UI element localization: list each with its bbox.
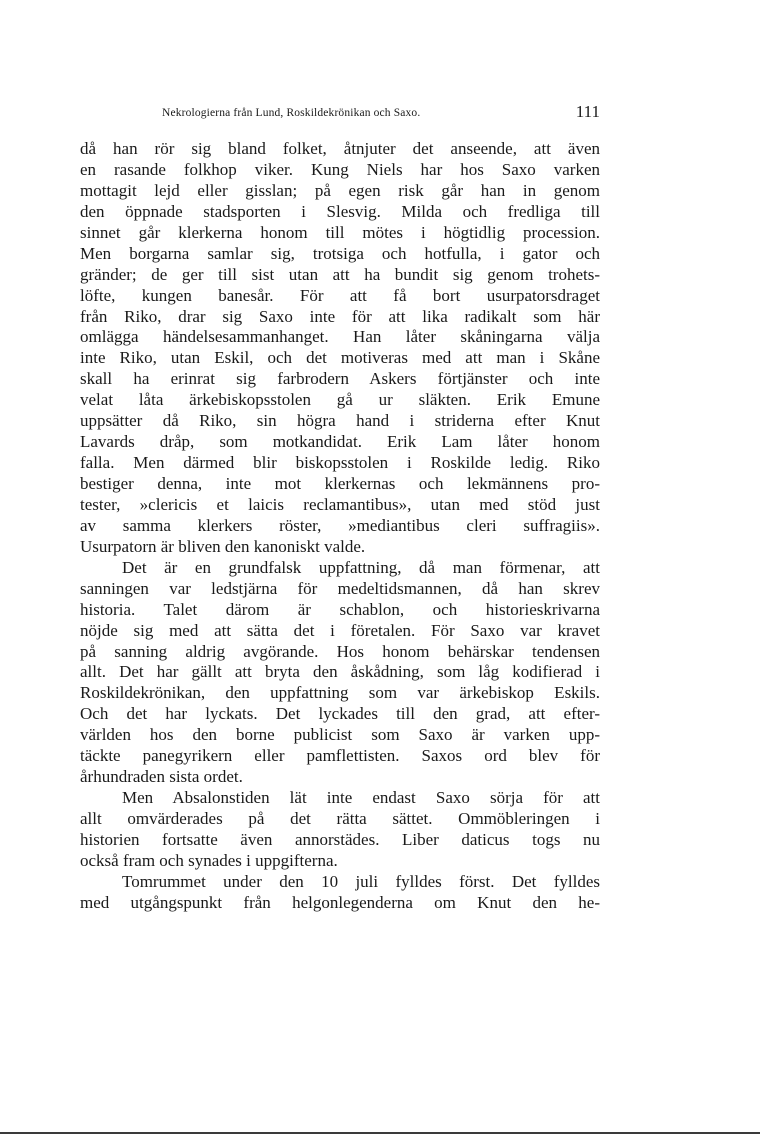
text-line: historien fortsatte även annorstädes. Liber daticus togs nu (80, 829, 600, 849)
text-line: sanningen var ledstjärna för medeltidsmannen, då han skrev (80, 578, 600, 598)
text-line: Och det har lyckats. Det lyckades till den grad, att efter- (80, 704, 600, 724)
text-line: tester, »clericis et laicis reclamantibus», utan med stöd just (80, 494, 600, 514)
text-line: Roskildekrönikan, den uppfattning som var ärkebiskop Eskils. (80, 683, 600, 703)
text-line: med utgångspunkt från helgonlegenderna om Knut den he- (80, 892, 600, 912)
text-line: löfte, kungen banesår. För att få bort usurpatorsdraget (80, 285, 600, 305)
text-line: gränder; de ger till sist utan att ha bundit sig genom trohets- (80, 264, 600, 284)
text-line: världen hos den borne publicist som Saxo är varken upp- (80, 725, 600, 745)
text-line: bestiger denna, inte mot klerkernas och lekmännens pro- (80, 474, 600, 493)
text-line: en rasande folkhop viker. Kung Niels har hos Saxo varken (80, 159, 600, 179)
page-header (80, 102, 600, 126)
page-number: 111 (575, 102, 600, 121)
text-line: av samma klerkers röster, »mediantibus cleri suffragiis». (80, 515, 600, 535)
text-line: inte Riko, utan Eskil, och det motiveras med att man i Skåne (80, 348, 600, 368)
text-line: Usurpatorn är bliven den kanoniskt valde. (80, 536, 366, 556)
text-line: skall ha erinrat sig farbrodern Askers förtjänster och inte (80, 369, 600, 389)
text-line: århundraden sista ordet. (80, 767, 243, 787)
text-line: Tomrummet under den 10 juli fylldes först. Det fylldes (122, 871, 600, 891)
text-line: från Riko, drar sig Saxo inte för att lika radikalt som här (80, 306, 600, 326)
text-line: Men borgarna samlar sig, trotsiga och hotfulla, i gator och (80, 243, 600, 263)
text-line: falla. Men därmed blir biskopsstolen i Roskilde ledig. Riko (80, 453, 600, 473)
text-line: den öppnade stadsporten i Slesvig. Milda och fredliga till (80, 201, 600, 221)
text-line: täckte panegyrikern eller pamflettisten. Saxos ord blev för (80, 746, 600, 766)
text-line: då han rör sig bland folket, åtnjuter det anseende, att även (80, 139, 600, 158)
running-title: Nekrologierna från Lund, Roskildekrönikan och Saxo. (162, 107, 421, 119)
text-line: omlägga händelsesammanhanget. Han låter skåningarna välja (80, 327, 600, 347)
scan-edge-line (0, 1132, 760, 1134)
body-text (80, 139, 600, 914)
text-line: allt omvärderades på det rätta sättet. Ommöbleringen i (80, 809, 600, 828)
text-line: nöjde sig med att sätta det i företalen. För Saxo var kravet (80, 620, 600, 640)
text-line: sinnet går klerkerna honom till mötes i högtidlig procession. (80, 222, 600, 242)
text-line: på sanning aldrig avgörande. Hos honom behärskar tendensen (80, 641, 600, 661)
text-line: Lavards dråp, som motkandidat. Erik Lam låter honom (80, 432, 600, 452)
text-line: Men Absalonstiden lät inte endast Saxo sörja för att (122, 788, 600, 808)
text-line: velat låta ärkebiskopsstolen gå ur släkten. Erik Emune (80, 390, 600, 410)
text-line: Det är en grundfalsk uppfattning, då man förmenar, att (122, 557, 600, 577)
text-line: mottagit lejd eller gisslan; på egen risk går han in genom (80, 180, 600, 200)
text-line: uppsätter då Riko, sin högra hand i striderna efter Knut (80, 411, 600, 431)
text-line: också fram och synades i uppgifterna. (80, 850, 338, 870)
text-line: allt. Det har gällt att bryta den åskådning, som låg kodifierad i (80, 662, 600, 682)
text-line: historia. Talet därom är schablon, och historieskrivarna (80, 599, 600, 619)
